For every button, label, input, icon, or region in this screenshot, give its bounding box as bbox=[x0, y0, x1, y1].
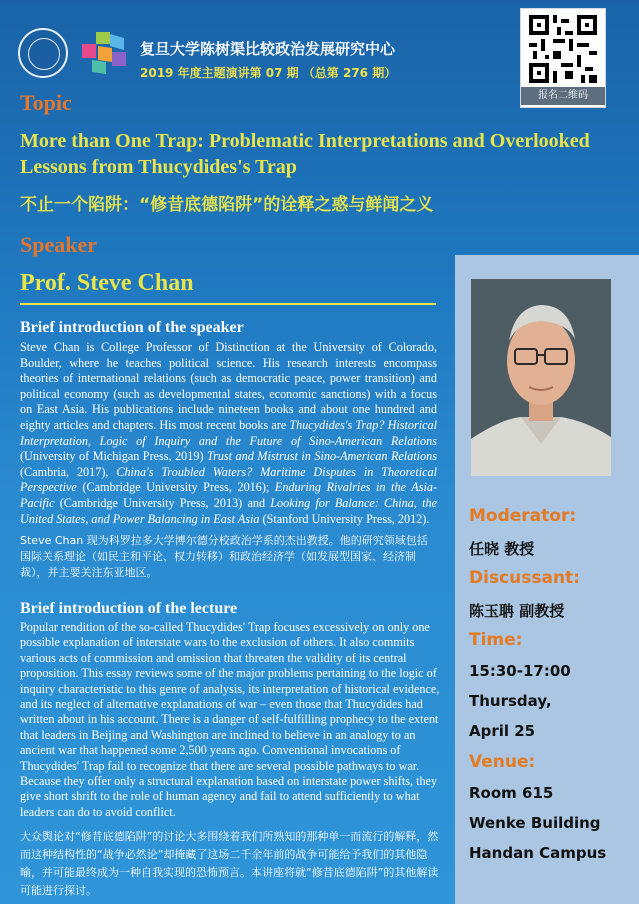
bio-text-3: (Cambria, 2017), bbox=[20, 464, 117, 479]
lecture-intro-heading: Brief introduction of the lecture bbox=[20, 600, 238, 617]
seal-inner-ring bbox=[28, 38, 60, 70]
bio-text-6: (Stanford University Press, 2012). bbox=[259, 511, 430, 526]
venue-building: Wenke Building bbox=[469, 814, 601, 832]
venue-campus: Handan Campus bbox=[469, 844, 607, 862]
bio-text-4: (Cambridge University Press, 2016); bbox=[76, 480, 275, 495]
qr-code-icon bbox=[529, 15, 597, 83]
speaker-heading: Speaker bbox=[20, 232, 97, 257]
lecture-series: 2019 年度主题演讲第 07 期 （总第 276 期） bbox=[140, 66, 397, 80]
speaker-intro-heading: Brief introduction of the speaker bbox=[20, 319, 244, 336]
book-title: Looking for Balance: China, the United States, and Power Balancing in East Asia bbox=[20, 495, 437, 526]
lecture-title-chinese: 不止一个陷阱：“修昔底德陷阱”的诠释之惑与鲜闻之义 bbox=[20, 195, 434, 215]
book-title: Thucydides's Trap? Historical Interpretation, Logic of Inquiry and the Future of Sino-American Relations bbox=[20, 417, 437, 448]
org-name: 复旦大学陈树渠比较政治发展研究中心 bbox=[140, 40, 396, 58]
venue-room: Room 615 bbox=[469, 784, 554, 802]
book-title: Enduring Rivalries in the Asia-Pacific bbox=[20, 480, 438, 510]
bio-text-5: (Cambridge University Press, 2013) and bbox=[54, 495, 271, 510]
speaker-intro-chinese: Steve Chan 现为科罗拉多大学博尔德分校政治学系的杰出教授。他的研究领域包括国际关系理论（如民主和平论、权力转移）和政治经济学（如发展型国家、经济制裁），并主要关注东亚地区。 bbox=[20, 534, 428, 579]
speaker-photo bbox=[471, 279, 611, 476]
moderator-name: 任晓 教授 bbox=[469, 540, 535, 558]
speaker-intro-english bbox=[20, 340, 437, 527]
lecture-intro-chinese: 大众舆论对“修昔底德陷阱”的讨论大多围绕着我们所熟知的那种单一而流行的解释，然而这种结构性的“战争必然论”却掩藏了这场二千余年前的战争可能给予我们的其他隐喻，并可能最终成为一种自我实现的恐怖预言。本讲座将就“修昔底德陷阱”的其他解读可能进行探讨。 bbox=[20, 830, 439, 897]
qr-label: 报名二维码 bbox=[521, 87, 605, 105]
book-title: China's Troubled Waters? Maritime Disputes in Theoretical Perspective bbox=[20, 464, 437, 495]
time-range: 15:30-17:00 bbox=[469, 662, 571, 680]
book-title: Trust and Mistrust in Sino-American Relations bbox=[206, 449, 437, 464]
divider bbox=[20, 303, 436, 305]
university-seal-logo bbox=[18, 28, 68, 78]
speaker-name: Prof. Steve Chan bbox=[20, 270, 194, 296]
time-label: Time: bbox=[469, 630, 523, 650]
discussant-name: 陈玉聃 副教授 bbox=[469, 602, 565, 620]
registration-qr-code[interactable] bbox=[520, 8, 606, 108]
lecture-title-english: More than One Trap: Problematic Interpretations and Overlooked Lessons from Thucydides's Trap bbox=[20, 130, 590, 178]
topic-heading: Topic bbox=[20, 90, 72, 115]
venue-label: Venue: bbox=[469, 752, 536, 772]
bio-text-1: Steve Chan is College Professor of Distinction at the University of Colorado, Boulder, where he teaches political science. His research interests encompass theories of international relations (such as democratic peace, power transition) and political economy (such as developmental states, economic sanctions) with a focus on East Asia. His publications include nineteen books and about one hundred and eighty articles and chapters. His most recent books are bbox=[20, 340, 437, 432]
lecture-intro-english: Popular rendition of the so-called Thucydides' Trap focuses excessively on only one possible explanation of interstate wars to the exclusion of others. It also commits various acts of commission and omission that threaten the validity of its central proposition. This essay reviews some of the major problems pertaining to the logic of inquiry characteristic to this genre of analysis, its interpretation of historical evidence, and its neglect of alternative explanations of war – even those that Thucydides had written about in his account. There is a danger of self-fulfilling prophecy to the extent that leaders in Beijing and Washington are inclined to believe in an analogy to an ancient war that happened some 2,500 years ago. Conventional invocations of Thucydides' Trap fail to recognize that there are several possible pathways to war. Because they offer only a structural explanation based on interstate power shifts, they give short shrift to the role of human agency and fail to attend sufficiently to what leaders can do to avoid conflict. bbox=[20, 620, 440, 819]
bio-text-2: (University of Michigan Press, 2019) bbox=[20, 449, 207, 464]
event-date: April 25 bbox=[469, 722, 536, 740]
center-cube-logo bbox=[80, 30, 128, 76]
moderator-label: Moderator: bbox=[469, 506, 577, 526]
speaker-portrait-image bbox=[471, 279, 611, 476]
event-day: Thursday, bbox=[469, 692, 552, 710]
discussant-label: Discussant: bbox=[469, 568, 580, 588]
